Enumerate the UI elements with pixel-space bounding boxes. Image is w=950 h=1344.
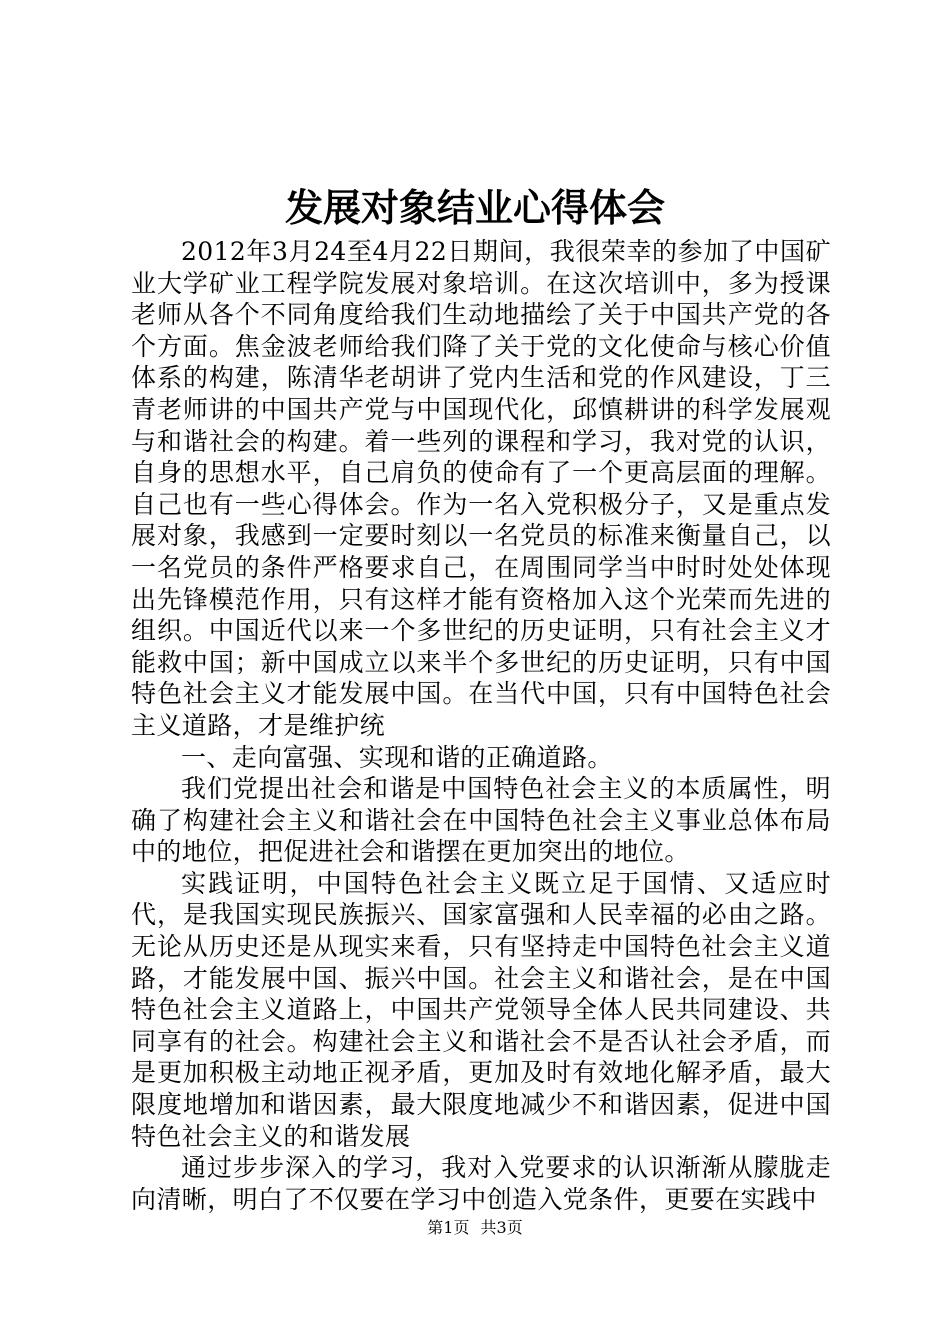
page-number: 第1页 (427, 1218, 470, 1237)
page-footer (0, 1218, 950, 1238)
paragraph: 2012年3月24至4月22日期间，我很荣幸的参加了中国矿业大学矿业工程学院发展对象培训。在这次培训中，多为授课老师从各个不同角度给我们生动地描绘了关于中国共产党的各个方面。焦金波老师给我们降了关于党的文化使命与核心价值体系的构建，陈清华老胡讲了党内生活和党的作风建设，丁三青老师讲的中国共产党与中国现代化，邱慎耕讲的科学发展观与和谐社会的构建。着一些列的课程和学习，我对党的认识，自身的思想水平，自己肩负的使命有了一个更高层面的理解。自己也有一些心得体会。作为一名入党积极分子，又是重点发展对象，我感到一定要时刻以一名党员的标准来衡量自己，以一名党员的条件严格要求自己，在周围同学当中时时处处体现出先锋模范作用，只有这样才能有资格加入这个光荣而先进的组织。中国近代以来一个多世纪的历史证明，只有社会主义才能救中国；新中国成立以来半个多世纪的历史证明，只有中国特色社会主义才能发展中国。在当代中国，只有中国特色社会主义道路，才是维护统 (131, 237, 831, 740)
page-total: 共3页 (480, 1218, 523, 1237)
paragraph: 实践证明，中国特色社会主义既立足于国情、又适应时代，是我国实现民族振兴、国家富强和人民幸福的必由之路。无论从历史还是从现实来看，只有坚持走中国特色社会主义道路，才能发展中国、振兴中国。社会主义和谐社会，是在中国特色社会主义道路上，中国共产党领导全体人民共同建设、共同享有的社会。构建社会主义和谐社会不是否认社会矛盾，而是更加积极主动地正视矛盾，更加及时有效地化解矛盾，最大限度地增加和谐因素，最大限度地减少不和谐因素，促进中国特色社会主义的和谐发展 (131, 868, 831, 1151)
document-title: 发展对象结业心得体会 (284, 186, 665, 230)
paragraph: 一、走向富强、实现和谐的正确道路。 (181, 742, 613, 772)
paragraph: 通过步步深入的学习，我对入党要求的认识渐渐从朦胧走向清晰，明白了不仅要在学习中创造入党条件，更要在实践中 (131, 1153, 831, 1214)
document-body (131, 236, 831, 1215)
paragraph: 我们党提出社会和谐是中国特色社会主义的本质属性，明确了构建社会主义和谐社会在中国特色社会主义事业总体布局中的地位，把促进社会和谐摆在更加突出的地位。 (131, 774, 831, 867)
